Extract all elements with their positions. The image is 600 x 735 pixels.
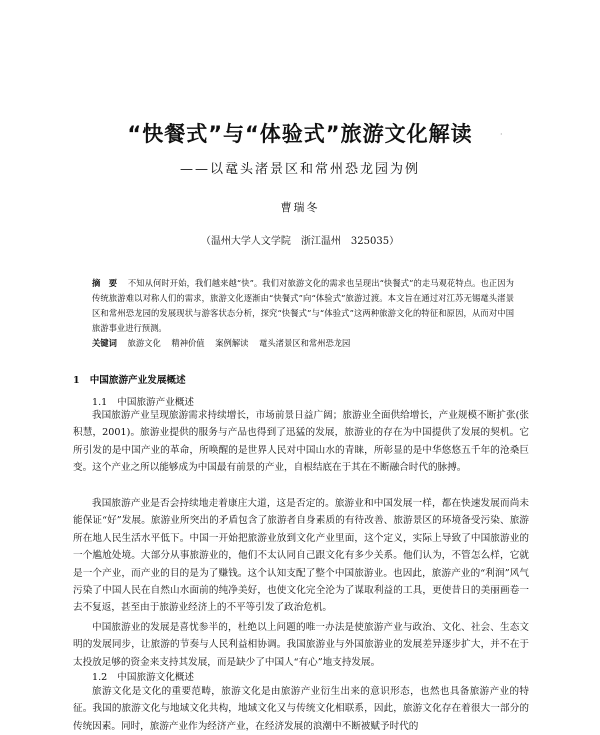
abstract-text: 不知从何时开始，我们越来越“快”。我们对旅游文化的需求也呈现出“快餐式”的走马观花特点。也正因为传统旅游难以对称人们的需求，旅游文化逐渐由“快餐式”向“体验式”旅游过渡。本文旨在通过对江苏无锡鼋头渚景区和常州恐龙园的发展现状与游客状态分析，探究“快餐式”与“体验式”这两种旅游文化的特征和原因，从而对中国旅游事业进行预测。 — [92, 278, 514, 333]
keyword: 精神价值 — [171, 338, 205, 348]
paper-title: “快餐式”与“体验式”旅游文化解读 — [127, 122, 473, 146]
body-paragraph-2: 我国旅游产业是否会持续地走着康庄大道，这是否定的。旅游业和中国发展一样，都在快速发展而尚未能保证“好”发展。旅游业所突出的矛盾包含了旅游者自身素质的有待改善、旅游景区的环境备受污染、旅游所在地人民生活水平低下。中国一开始把旅游业放到文化产业里面，这个定义，实际上导致了中国旅游业的一个尴尬处境。大部分从事旅游业的，他们不太认同自己跟文化有多少关系。他们认为，不管怎么样，它就是一个产业，而产业的目的是为了赚钱。这个认知支配了整个中国旅游业。也因此，旅游产业的“利润”风气污染了中国人民在自然山水面前的纯净美好，也使文化完全沦为了谋取利益的工具，更使昔日的美丽画卷一去不复返，甚至由于旅游业经济上的不平等引发了政治危机。 — [73, 498, 529, 614]
subsection-title: 中国旅游文化概述 — [117, 672, 195, 683]
body-paragraph-4: 旅游文化是文化的重要范畴，旅游文化是由旅游产业衍生出来的意识形态，也然也具备旅游产业的特征。我国的旅游文化与地域文化共构，地域文化又与传统文化相联系，因此，旅游文化存在着很大一部分的传统因素。同时，旅游产业作为经济产业，在经济发展的浪潮中不断被赋予时代的 — [73, 686, 529, 732]
body-paragraph-3: 中国旅游业的发展是喜忧参半的，杜绝以上问题的唯一办法是使旅游产业与政治、文化、社会、生态文明的发展同步，让旅游的节奏与人民利益相协调。我国旅游业与外国旅游业的发展差异逐步扩大，并不在于太投放足够的资金来支持其发展，而是缺少了中国人“有心”地支持发展。 — [73, 622, 529, 668]
author-name: 曹瑞冬 — [280, 201, 320, 214]
paper-subtitle: ——以鼋头渚景区和常州恐龙园为例 — [179, 162, 420, 177]
keyword: 案例解读 — [215, 338, 249, 348]
subsection-number: 1.2 — [92, 672, 108, 683]
abstract-label: 摘 要 — [92, 278, 118, 288]
section-title: 中国旅游产业发展概述 — [89, 375, 186, 386]
body-paragraph-1: 我国旅游产业呈现旅游需求持续增长，市场前景日益广阔；旅游业全面供给增长，产业规模不断扩张(张积慧，2001)。旅游业提供的服务与产品也得到了迅猛的发展，旅游业的存在为中国提供了发展的契机。它所引发的是中国产业的革命，所唤醒的是世界人民对中国山水的青睐，所彰显的是中华悠悠五千年的沧桑巨变。这个产业之所以能够成为中国最有前景的产业，自根结底在于其在不断融合时代的脉搏。 — [73, 410, 529, 474]
keywords — [92, 336, 514, 351]
section-number: 1 — [73, 375, 80, 386]
section-heading-1 — [73, 372, 186, 386]
section-heading-1-2 — [92, 669, 194, 683]
scan-artifact-dot: · — [500, 130, 503, 139]
keyword: 鼋头渚景区和常州恐龙园 — [259, 338, 351, 348]
section-heading-1-1 — [92, 394, 194, 408]
subsection-number: 1.1 — [92, 397, 108, 408]
keyword: 旅游文化 — [127, 338, 161, 348]
abstract — [92, 276, 514, 336]
keywords-label: 关键词 — [92, 338, 117, 348]
author-affiliation: （温州大学人文学院 浙江温州 325035） — [200, 236, 400, 247]
subsection-title: 中国旅游产业概述 — [117, 397, 195, 408]
